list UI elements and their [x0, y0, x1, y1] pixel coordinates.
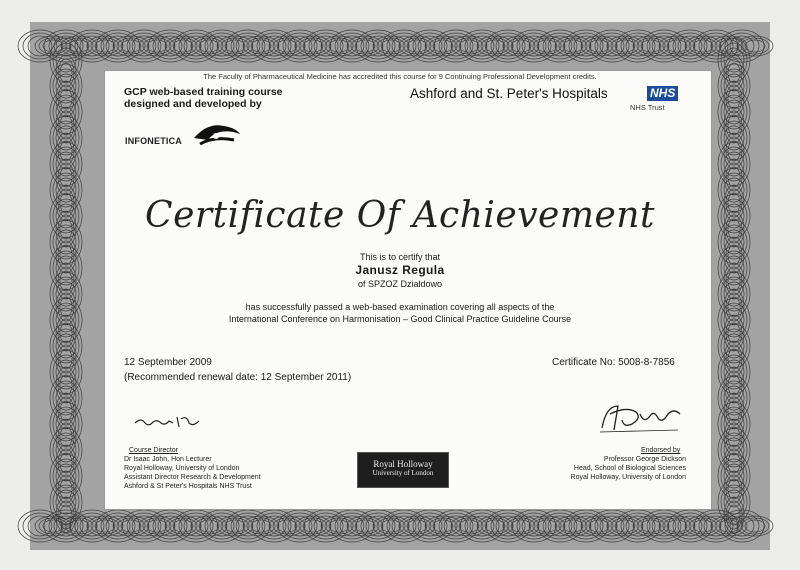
- endorser-line3: Royal Holloway, University of London: [570, 474, 686, 481]
- recipient-organization: of SPZOZ Dzialdowo: [357, 279, 443, 289]
- achievement-line1: has successfully passed a web-based examination covering all aspects of the: [245, 302, 555, 312]
- course-director-heading: Course Director: [129, 447, 179, 454]
- royal-holloway-seal: [357, 452, 449, 488]
- seal-line1: Royal Holloway: [373, 459, 433, 469]
- renewal-date: (Recommended renewal date: 12 September 2011): [124, 372, 352, 383]
- course-director-line4: Ashford & St Peter's Hospitals NHS Trust: [124, 483, 252, 490]
- course-director-line3: Assistant Director Research & Development: [124, 474, 261, 481]
- course-director-name: Dr Isaac John, Hon Lecturer: [124, 456, 212, 463]
- endorser-details: [540, 455, 686, 482]
- recipient-name: Janusz Regula: [355, 263, 445, 277]
- endorser-name: Professor George Dickson: [603, 456, 686, 463]
- endorser-line2: Head, School of Biological Sciences: [573, 465, 686, 472]
- infonetica-logo-icon: [190, 118, 242, 148]
- nhs-trust-label: NHS Trust: [630, 103, 665, 112]
- nhs-badge: NHS: [647, 86, 678, 101]
- certify-text: This is to certify that: [359, 252, 441, 262]
- accreditation-note: The Faculty of Pharmaceutical Medicine has accredited this course for 9 Continuing Professional Development credits.: [203, 72, 597, 81]
- achievement-line2: International Conference on Harmonisation – Good Clinical Practice Guideline Course: [228, 314, 572, 324]
- course-director-line2: Royal Holloway, University of London: [124, 465, 240, 472]
- certificate-title: Certificate Of Achievement: [145, 195, 655, 236]
- endorser-signature-icon: [596, 400, 686, 436]
- certificate-number: Certificate No: 5008-8-7856: [552, 357, 675, 368]
- issue-date: 12 September 2009: [124, 357, 212, 368]
- seal-line2: University of London: [372, 469, 434, 477]
- hospital-name: Ashford and St. Peter's Hospitals: [410, 86, 608, 101]
- course-info-line2: designed and developed by: [124, 98, 262, 110]
- infonetica-logo-text: INFONETICA: [125, 136, 182, 146]
- course-info-line1: GCP web-based training course: [124, 86, 283, 98]
- director-signature-icon: [133, 411, 203, 433]
- course-director-details: [124, 455, 261, 491]
- endorsed-heading: Endorsed by: [641, 447, 681, 454]
- course-info: [124, 86, 283, 110]
